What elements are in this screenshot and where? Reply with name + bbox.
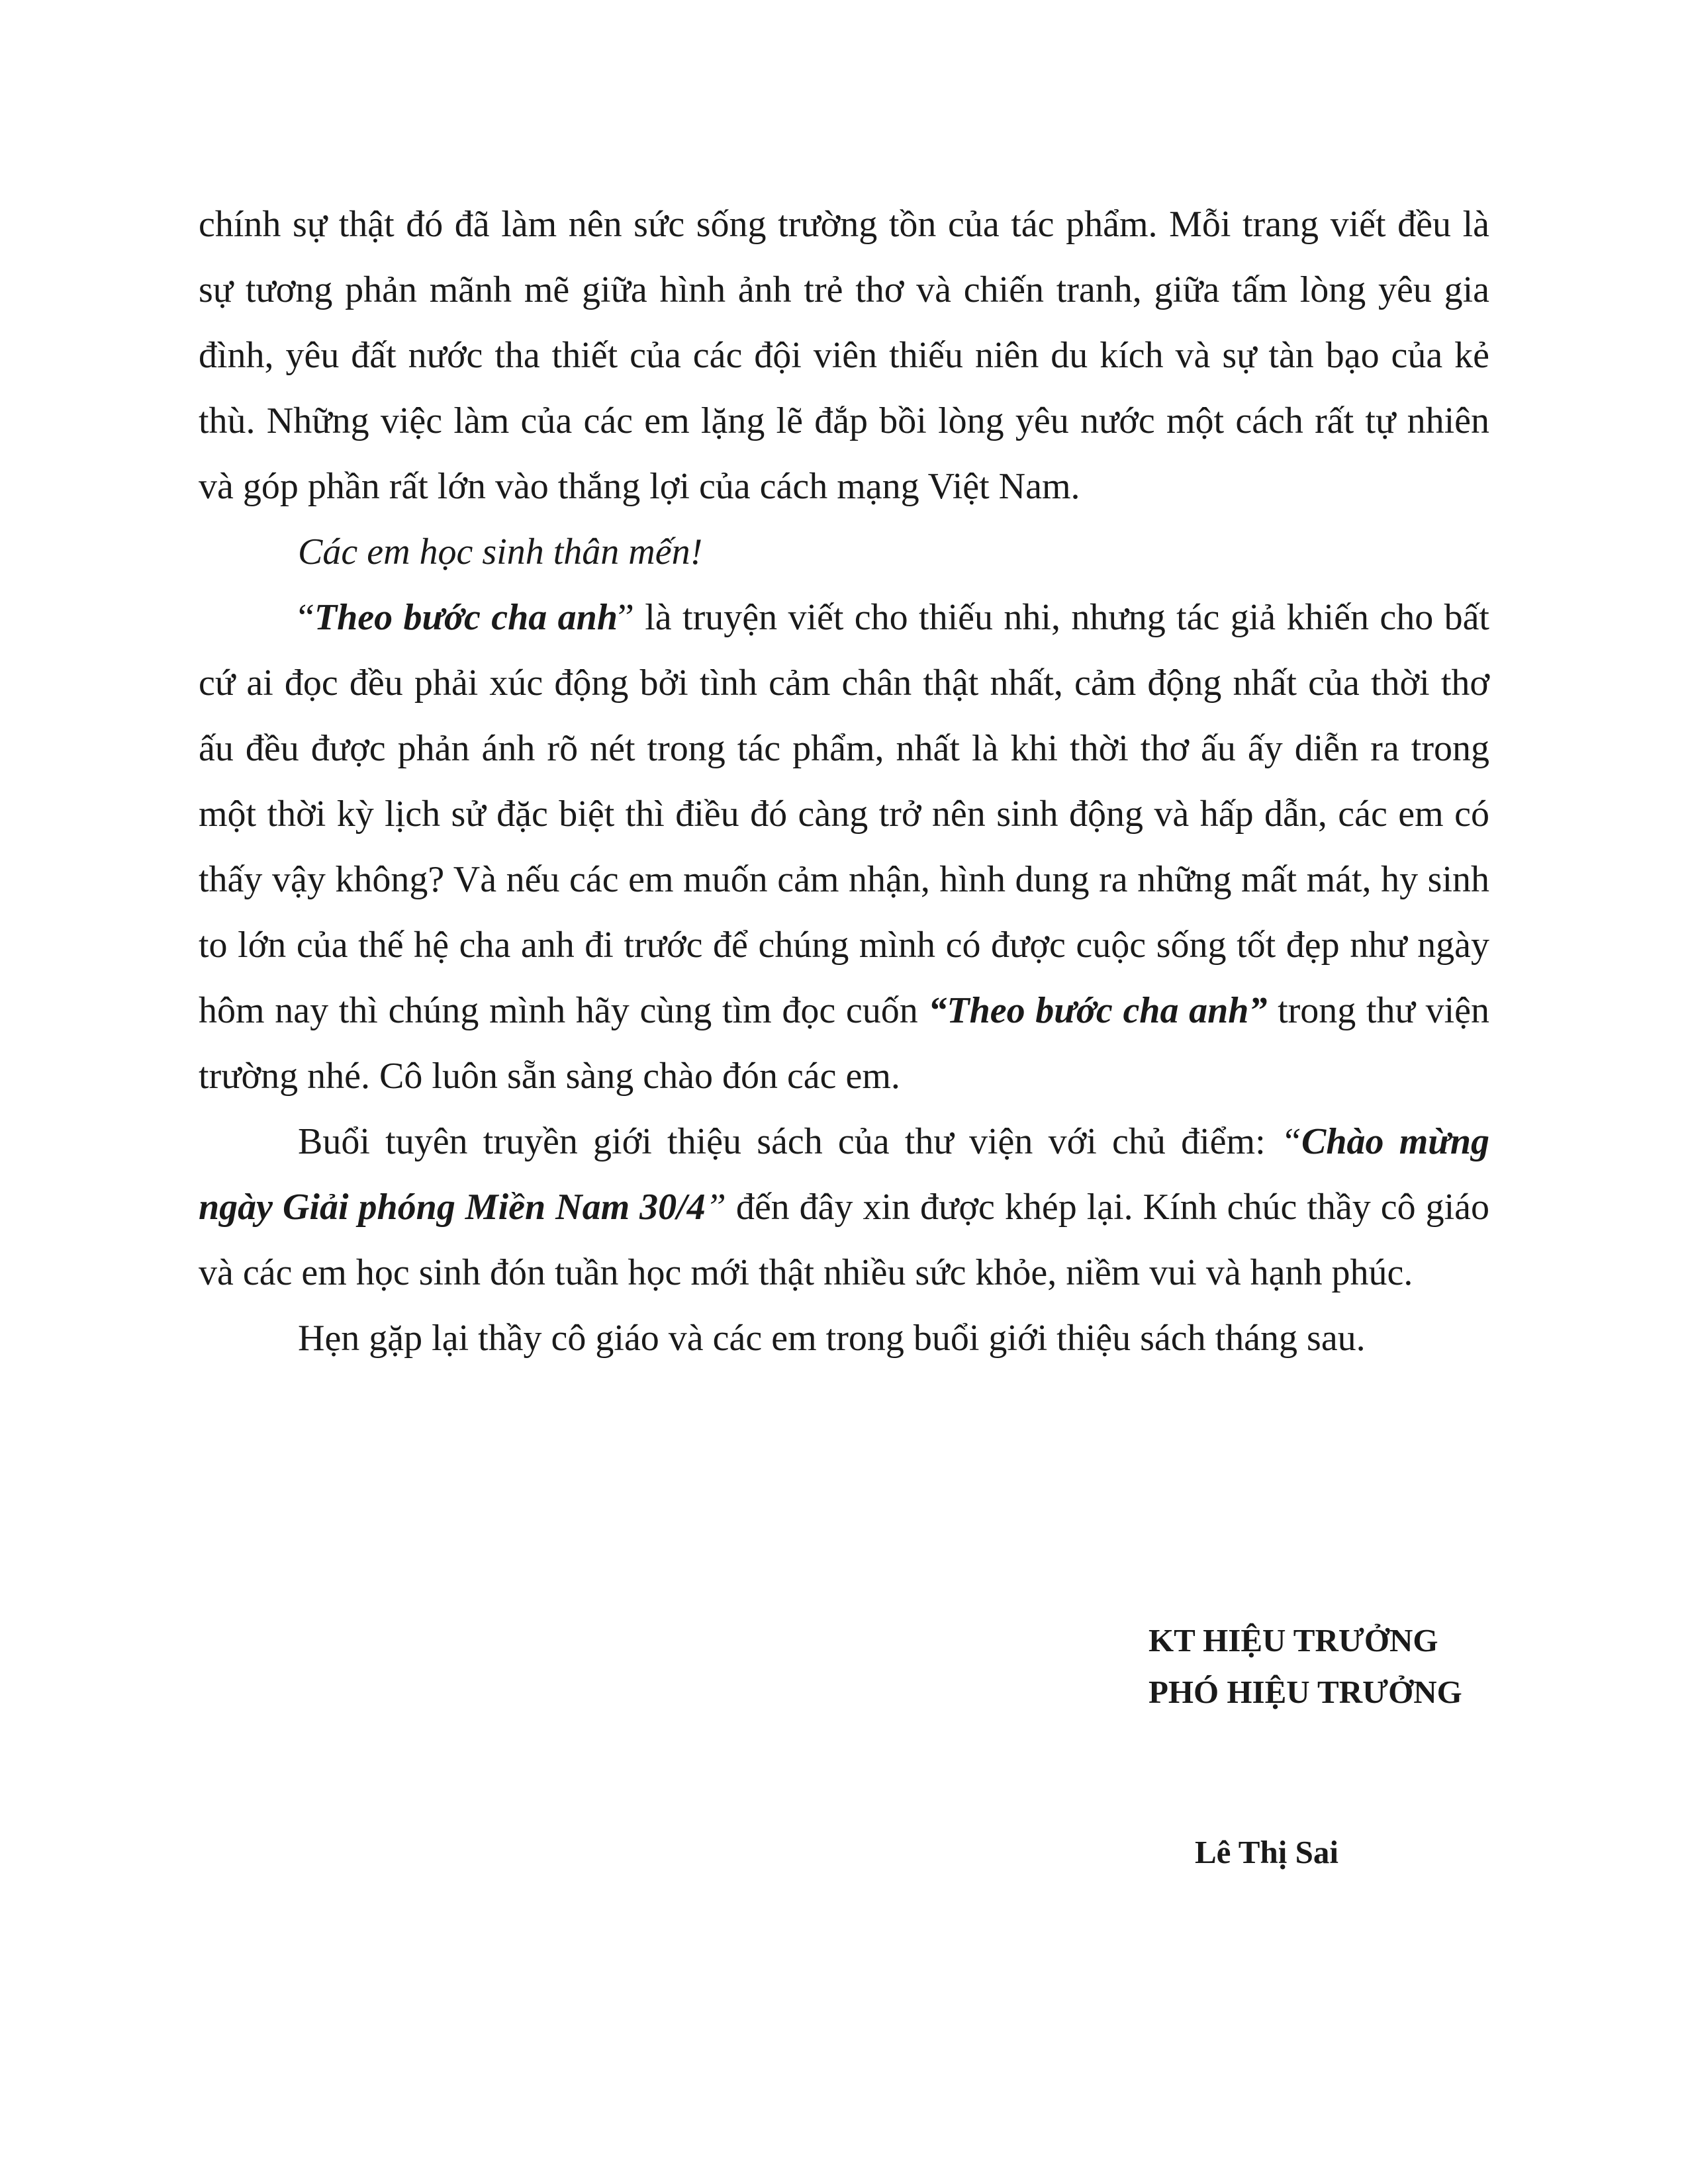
signature-title-line-2: PHÓ HIỆU TRƯỞNG — [1149, 1674, 1462, 1710]
book-title-quoted: “Theo bước cha anh” — [928, 990, 1268, 1031]
theme-title: Chào mừng ngày Giải phóng Miền Nam 30/4 — [199, 1121, 1490, 1228]
signature-title-block — [1149, 1615, 1462, 1718]
signature-name: Lê Thị Sai — [1195, 1834, 1338, 1870]
signature-title-line-1: KT HIỆU TRƯỞNG — [1149, 1622, 1438, 1659]
theme-close-quote: ” — [705, 1187, 726, 1228]
paragraph-theme-lead: Buổi tuyên truyền giới thiệu sách của thư viện với chủ điểm: — [298, 1121, 1281, 1162]
paragraph-book-review-text: ” là truyện viết cho thiếu nhi, nhưng tác giả khiến cho bất cứ ai đọc đều phải xúc động bởi tình cảm chân thật nhất, cảm động nhất của thời thơ ấu đều được phản ánh rõ nét trong tác phẩm, nhất là khi thời thơ ấu ấy diễn ra trong một thời kỳ lịch sử đặc biệt thì điều đó càng trở nên sinh động và hấp dẫn, các em có thấy vậy không? Và nếu các em muốn cảm nhận, hình dung ra những mất mát, hy sinh to lớn của thế hệ cha anh đi trước để chúng mình có được cuộc sống tốt đẹp như ngày hôm nay thì chúng mình hãy cùng tìm đọc cuốn — [199, 597, 1489, 1031]
paragraph-theme — [199, 1109, 1489, 1306]
theme-open-quote: “ — [1280, 1121, 1302, 1162]
paragraph-theme-ending: đến đây xin được khép lại. Kính chúc thầy cô giáo và các em học sinh đón tuần học mới thật nhiều sức khỏe, niềm vui và hạnh phúc. — [199, 1187, 1489, 1293]
paragraph-intro: chính sự thật đó đã làm nên sức sống trường tồn của tác phẩm. Mỗi trang viết đều là sự tương phản mãnh mẽ giữa hình ảnh trẻ thơ và chiến tranh, giữa tấm lòng yêu gia đình, yêu đất nước tha thiết của các đội viên thiếu niên du kích và sự tàn bạo của kẻ thù. Những việc làm của các em lặng lẽ đắp bồi lòng yêu nước một cách rất tự nhiên và góp phần rất lớn vào thắng lợi của cách mạng Việt Nam. — [199, 204, 1489, 507]
book-title: Theo bước cha anh — [314, 597, 618, 638]
paragraph-book-review-ending: trong thư viện trường nhé. Cô luôn sẵn sàng chào đón các em. — [199, 990, 1489, 1097]
open-quote: “ — [298, 597, 314, 638]
closing-line: Hẹn gặp lại thầy cô giáo và các em trong buổi giới thiệu sách tháng sau. — [298, 1318, 1366, 1359]
paragraph-book-review — [199, 585, 1489, 1109]
greeting: Các em học sinh thân mến! — [298, 531, 703, 572]
document-body — [199, 192, 1489, 1371]
